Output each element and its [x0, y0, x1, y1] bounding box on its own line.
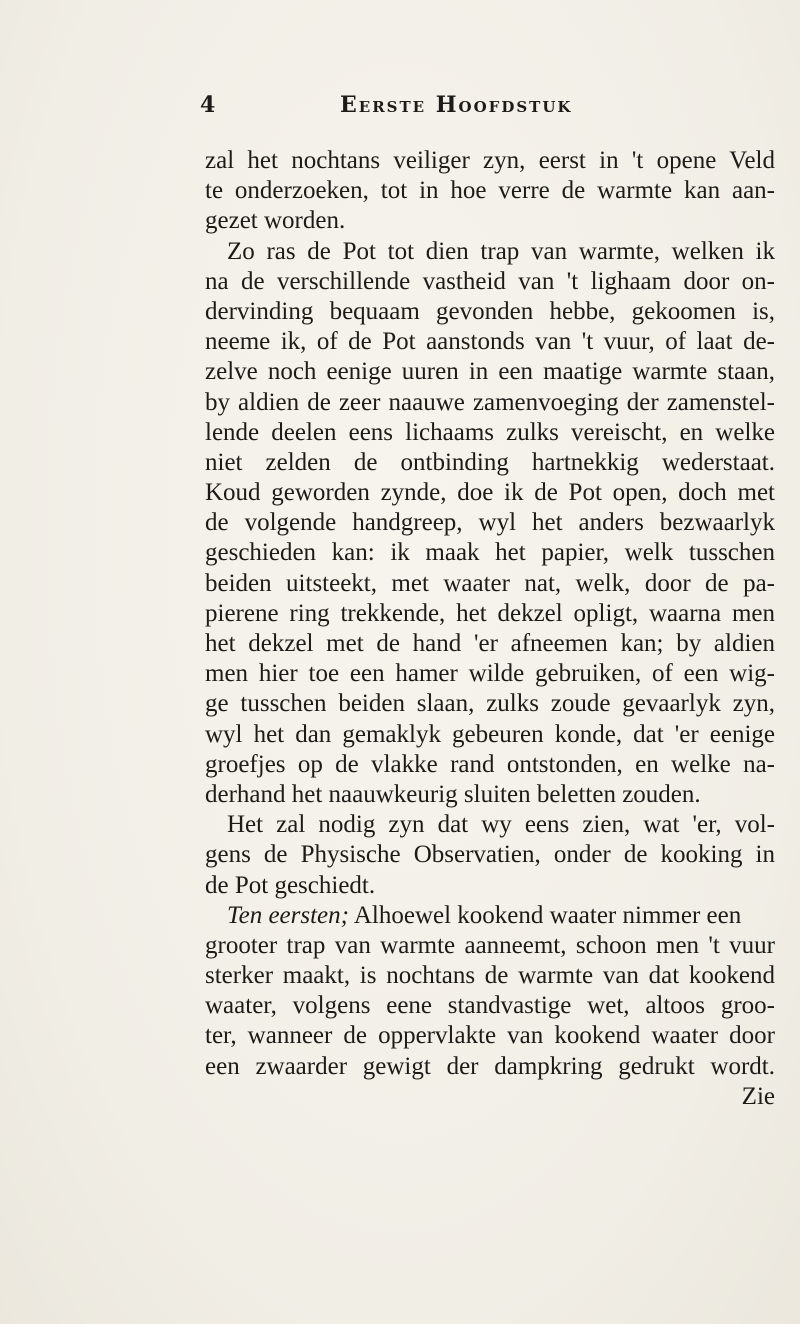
text-line: Koud geworden zynde, doe ik de Pot open, doch met	[205, 479, 775, 507]
page-header	[200, 92, 640, 126]
text-line: sterker maakt, is nochtans de warmte van dat kookend	[205, 962, 775, 990]
text-line: neeme ik, of de Pot aanstonds van 't vuur, of laat de-	[205, 328, 775, 356]
text-line: pierene ring trekkende, het dekzel opligt, waarna men	[205, 599, 775, 627]
text-line: Het zal nodig zyn dat wy eens zien, wat 'er, vol-	[227, 811, 775, 839]
text-line: na de verschillende vastheid van 't lighaam door on-	[205, 267, 775, 295]
text-line: zal het nochtans veiliger zyn, eerst in 't opene Veld	[205, 147, 775, 174]
text-line: te onderzoeken, tot in hoe verre de warmte kan aan-	[205, 177, 775, 205]
text-line: niet zelden de ontbinding hartnekkig wederstaat.	[205, 448, 775, 476]
catchword: Zie	[741, 1082, 775, 1110]
text-line: ter, wanneer de oppervlakte van kookend waater door	[205, 1022, 775, 1050]
text-line: Zo ras de Pot tot dien trap van warmte, welken ik	[227, 237, 775, 265]
text-line: geschieden kan: ik maak het papier, welk tusschen	[205, 539, 775, 567]
text-line: wyl het dan gemaklyk gebeuren konde, dat 'er eenige	[205, 720, 775, 748]
text-line: men hier toe een hamer wilde gebruiken, of een wig-	[205, 660, 775, 688]
running-head: Eerste Hoofdstuk	[340, 92, 573, 118]
text-line: zelve noch eenige uuren in een maatige warmte staan,	[205, 358, 775, 386]
text-line: by aldien de zeer naauwe zamenvoeging der zamenstel-	[205, 388, 775, 416]
text-line	[205, 901, 775, 931]
text-line: dervinding bequaam gevonden hebbe, gekoomen is,	[205, 297, 775, 325]
body-text	[205, 146, 775, 1112]
text-line: waater, volgens eene standvastige wet, altoos groo-	[205, 992, 775, 1020]
page-number: 4	[200, 92, 216, 118]
text-line: een zwaarder gewigt der dampkring gedrukt wordt.	[205, 1052, 775, 1080]
text-line: groefjes op de vlakke rand ontstonden, en welke na-	[205, 750, 775, 778]
text-line: het dekzel met de hand 'er afneemen kan; by aldien	[205, 630, 775, 657]
text-line: lende deelen eens lichaams zulks vereischt, en welke	[205, 418, 775, 446]
italic-phrase: Ten eersten;	[227, 901, 349, 929]
text-line: grooter trap van warmte aanneemt, schoon men 't vuur	[205, 931, 775, 959]
text-line: de Pot geschiedt.	[205, 871, 376, 899]
text-line: gens de Physische Observatien, onder de kooking in	[205, 841, 775, 869]
text-line: de volgende handgreep, wyl het anders bezwaarlyk	[205, 509, 775, 537]
text-fragment: Alhoewel kookend waater nimmer een	[348, 901, 742, 929]
text-line: gezet worden.	[205, 207, 346, 235]
text-line: ge tusschen beiden slaan, zulks zoude gevaarlyk zyn,	[205, 690, 775, 718]
text-line: derhand het naauwkeurig sluiten beletten zouden.	[205, 780, 701, 808]
text-line: beiden uitsteekt, met waater nat, welk, door de pa-	[205, 569, 775, 597]
